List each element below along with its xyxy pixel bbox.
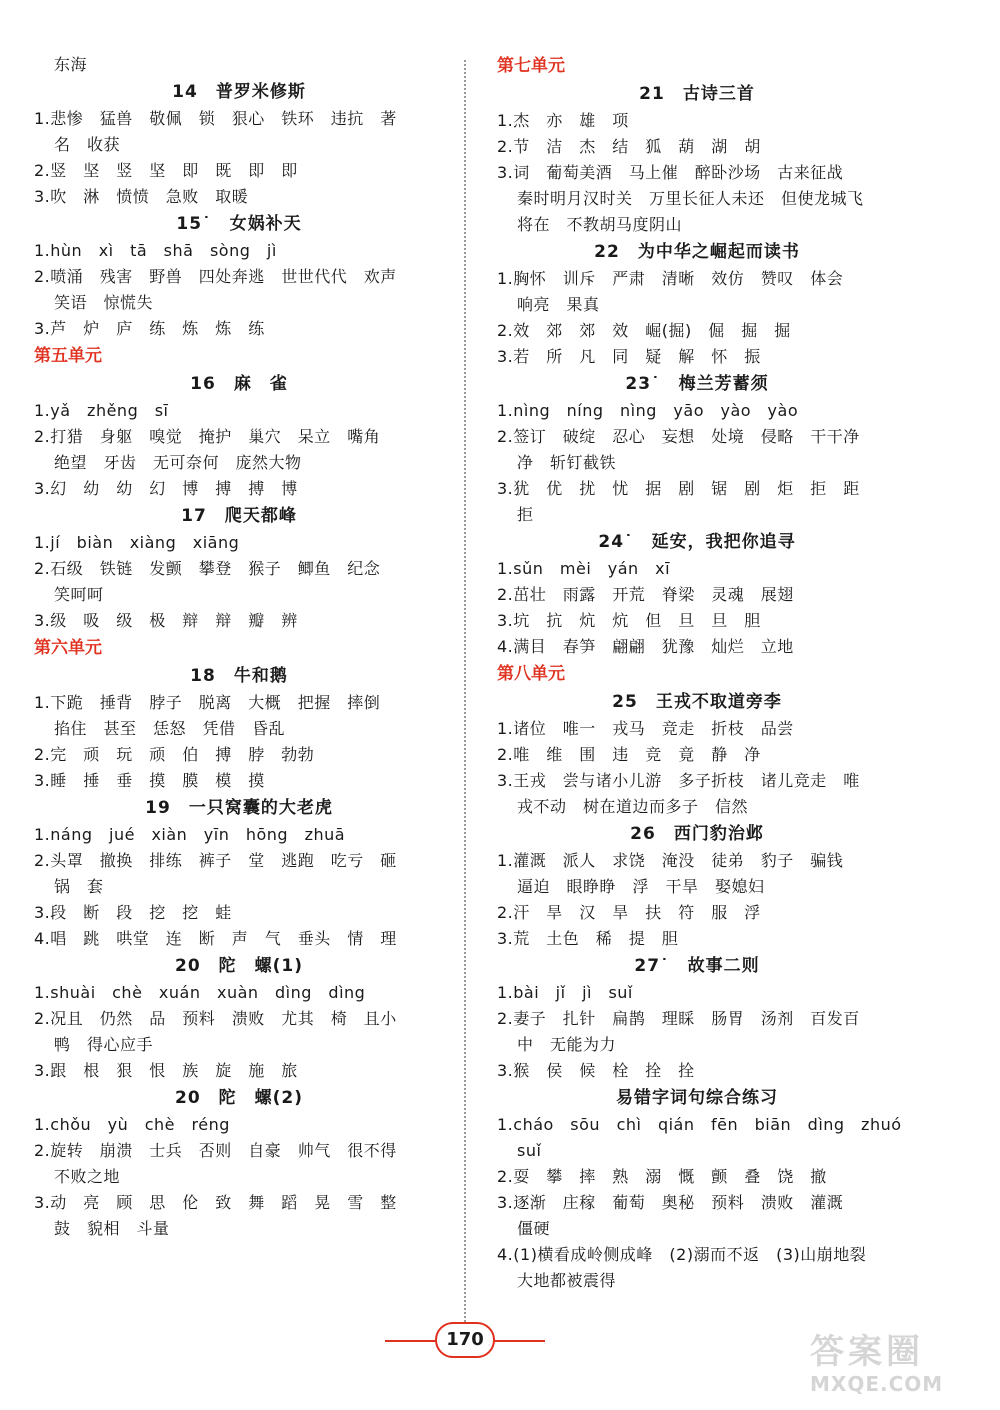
answer-line: 2.效 郊 郊 效 崛(掘) 倔 掘 掘 <box>497 321 791 340</box>
answer-line: 2.唯 维 围 违 竞 竟 静 净 <box>497 745 761 764</box>
answer-line: 2.况且 仍然 品 预料 溃败 尤其 椅 且小 <box>34 1009 397 1028</box>
answer-line: 1.jí biàn xiàng xiāng <box>34 533 240 552</box>
answer-line: 1.chǒu yù chè réng <box>34 1115 230 1134</box>
answer-line: 1.诸位 唯一 戎马 竞走 折枝 品尝 <box>497 719 794 738</box>
page-footer <box>385 1322 545 1358</box>
answer-line-continued: 响亮 果真 <box>517 295 600 314</box>
answer-line: 2.耍 攀 摔 熟 溺 慨 颤 叠 饶 撤 <box>497 1167 827 1186</box>
answer-line: 3.王戎 尝与诸小儿游 多子折枝 诸儿竞走 唯 <box>497 771 860 790</box>
answer-line: 1.杰 亦 雄 项 <box>497 111 629 130</box>
answer-line: 3.若 所 凡 同 疑 解 怀 振 <box>497 347 761 366</box>
answer-line: 3.猴 侯 候 栓 拴 拴 <box>497 1061 695 1080</box>
answer-line: 2.喷涌 残害 野兽 四处奔逃 世世代代 欢声 <box>34 267 397 286</box>
answer-line: 2.头罩 撤换 排练 裤子 堂 逃跑 吃亏 砸 <box>34 851 397 870</box>
answer-line: 2.节 洁 杰 结 狐 葫 湖 胡 <box>497 137 761 156</box>
answer-line: 1.胸怀 训斥 严肃 清晰 效仿 赞叹 体会 <box>497 269 844 288</box>
answer-line: 3.犹 优 扰 忧 据 剧 锯 剧 炬 拒 距 <box>497 479 860 498</box>
watermark-top-text: 答案圈 <box>810 1332 924 1372</box>
answer-line-continued: 将在 不教胡马度阴山 <box>517 215 683 234</box>
answer-line-continued: 绝望 牙齿 无可奈何 庞然大物 <box>54 453 302 472</box>
lesson-title: 15˙ 女娲补天 <box>176 214 302 234</box>
unit-heading: 第六单元 <box>34 638 102 658</box>
unit-heading: 第七单元 <box>497 56 565 76</box>
answer-line-continued: 拒 <box>517 505 534 524</box>
lesson-title: 20 陀 螺(1) <box>174 956 304 976</box>
answer-line: 3.逐渐 庄稼 葡萄 奥秘 预料 溃败 灌溉 <box>497 1193 844 1212</box>
answer-line: 1.yǎ zhěng sī <box>34 401 169 420</box>
answer-line: 1.hùn xì tā shā sòng jì <box>34 241 277 260</box>
unit-heading: 第八单元 <box>497 664 565 684</box>
lesson-title: 18 牛和鹅 <box>190 666 288 686</box>
answer-line: 2.旋转 崩溃 士兵 否则 自豪 帅气 很不得 <box>34 1141 397 1160</box>
answer-line: 2.妻子 扎针 扁鹊 理睬 肠胃 汤剂 百发百 <box>497 1009 860 1028</box>
answer-line: 2.汗 旱 汉 旱 扶 符 服 浮 <box>497 903 761 922</box>
answer-line: 1.bài jǐ jì suǐ <box>497 983 633 1002</box>
answer-line: 3.跟 根 狠 恨 族 旋 施 旅 <box>34 1061 298 1080</box>
answer-line: 1.悲惨 猛兽 敬佩 锁 狠心 铁环 违抗 著 <box>34 109 397 128</box>
lesson-title: 17 爬天都峰 <box>181 506 297 526</box>
answer-line: 3.坑 抗 炕 炕 但 旦 旦 胆 <box>497 611 761 630</box>
answer-line-continued: 掐住 甚至 恁怒 凭借 昏乱 <box>54 719 286 738</box>
answer-line-continued: 不败之地 <box>54 1167 121 1186</box>
answer-line: 1.náng jué xiàn yīn hōng zhuā <box>34 825 346 844</box>
watermark-bottom-text: MXQE.COM <box>810 1372 944 1396</box>
answer-line-continued: 戎不动 树在道边而多子 信然 <box>517 797 749 816</box>
answer-line: 3.段 断 段 挖 挖 蛙 <box>34 903 232 922</box>
answer-line: 3.级 吸 级 极 辩 辩 瓣 辨 <box>34 611 298 630</box>
lesson-title: 25 王戎不取道旁李 <box>612 692 782 712</box>
answer-line: 3.睡 捶 垂 摸 膜 模 摸 <box>34 771 265 790</box>
answer-line-continued: suǐ <box>517 1141 542 1160</box>
answer-line-continued: 笑呵呵 <box>54 585 104 604</box>
lesson-title: 23˙ 梅兰芳蓄须 <box>625 374 769 394</box>
answer-line: 1.sǔn mèi yán xī <box>497 559 671 578</box>
answer-line: 2.石级 铁链 发颤 攀登 猴子 鲫鱼 纪念 <box>34 559 381 578</box>
answer-line: 3.动 亮 顾 思 伦 致 舞 蹈 晃 雪 整 <box>34 1193 397 1212</box>
answer-line: 3.荒 土色 稀 提 胆 <box>497 929 679 948</box>
left-column <box>34 52 444 1242</box>
answer-line-continued: 笑语 惊慌失 <box>54 293 154 312</box>
lesson-title: 22 为中华之崛起而读书 <box>594 242 800 262</box>
lesson-title: 21 古诗三首 <box>639 84 755 104</box>
footer-rule-left <box>385 1340 437 1342</box>
answer-line: 3.词 葡萄美酒 马上催 醉卧沙场 古来征战 <box>497 163 844 182</box>
answer-line: 3.吹 淋 愤愤 急败 取暖 <box>34 187 249 206</box>
answer-line-continued: 鼓 貌相 斗量 <box>54 1219 170 1238</box>
lesson-title: 易错字词句综合练习 <box>616 1088 778 1108</box>
page-number: 170 <box>435 1322 495 1358</box>
answer-line-continued: 名 收获 <box>54 135 121 154</box>
answer-line-continued: 大地都被震得 <box>517 1271 617 1290</box>
answer-line: 1.shuài chè xuán xuàn dìng dìng <box>34 983 366 1002</box>
right-column <box>497 52 902 1294</box>
answer-line: 1.下跪 捶背 脖子 脱离 大概 把握 摔倒 <box>34 693 381 712</box>
answer-line-continued: 鸭 得心应手 <box>54 1035 154 1054</box>
answer-line: 1.灌溉 派人 求饶 淹没 徒弟 豹子 骗钱 <box>497 851 844 870</box>
answer-line: 4.唱 跳 哄堂 连 断 声 气 垂头 情 理 <box>34 929 397 948</box>
answer-line: 4.(1)横看成岭侧成峰 (2)溺而不返 (3)山崩地裂 <box>497 1245 867 1264</box>
answer-line: 2.竖 坚 竖 坚 即 既 即 即 <box>34 161 298 180</box>
answer-line-continued: 秦时明月汉时关 万里长征人未还 但使龙城飞 <box>517 189 864 208</box>
answer-line: 3.幻 幼 幼 幻 博 搏 搏 博 <box>34 479 298 498</box>
answer-line-continued: 逼迫 眼睁睁 浮 干旱 娶媳妇 <box>517 877 765 896</box>
column-divider <box>464 60 466 1330</box>
answer-line-continued: 锅 套 <box>54 877 104 896</box>
answer-line-continued: 僵硬 <box>517 1219 551 1238</box>
answer-line: 1.nìng níng nìng yāo yào yào <box>497 401 799 420</box>
answer-line: 3.芦 炉 庐 练 炼 炼 练 <box>34 319 265 338</box>
lesson-title: 19 一只窝囊的大老虎 <box>145 798 333 818</box>
lesson-title: 14 普罗米修斯 <box>172 82 306 102</box>
answer-line: 2.打猎 身躯 嗅觉 掩护 巢穴 呆立 嘴角 <box>34 427 381 446</box>
answer-line-continued: 东海 <box>54 55 88 74</box>
footer-rule-right <box>493 1340 545 1342</box>
answer-line: 2.签订 破绽 忍心 妄想 处境 侵略 干干净 <box>497 427 860 446</box>
unit-heading: 第五单元 <box>34 346 102 366</box>
answer-line: 2.茁壮 雨露 开荒 脊梁 灵魂 展翅 <box>497 585 794 604</box>
watermark-logo <box>810 1332 990 1402</box>
lesson-title: 26 西门豹治邺 <box>630 824 764 844</box>
answer-line-continued: 中 无能为力 <box>517 1035 617 1054</box>
lesson-title: 27˙ 故事二则 <box>634 956 760 976</box>
lesson-title: 20 陀 螺(2) <box>174 1088 304 1108</box>
answer-line: 4.满目 春笋 翩翩 犹豫 灿烂 立地 <box>497 637 794 656</box>
answer-line: 2.完 顽 玩 顽 伯 搏 脖 勃勃 <box>34 745 315 764</box>
answer-line-continued: 净 斩钉截铁 <box>517 453 617 472</box>
answer-line: 1.cháo sōu chì qián fēn biān dìng zhuó <box>497 1115 902 1134</box>
lesson-title: 16 麻 雀 <box>190 374 288 394</box>
lesson-title: 24˙ 延安，我把你追寻 <box>598 532 796 552</box>
